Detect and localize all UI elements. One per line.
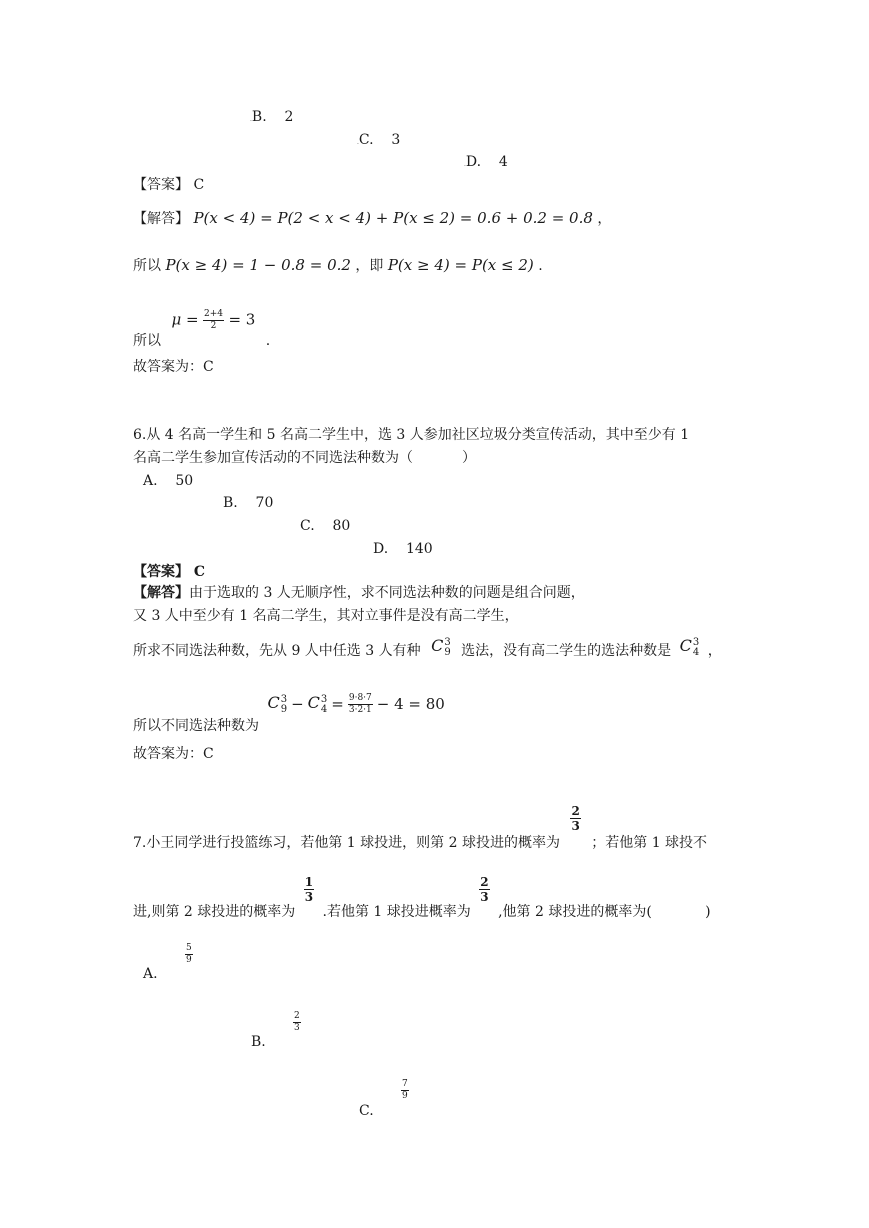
q7-option-c-label: C. [359, 1103, 374, 1119]
q6-option-d: D. 140 [373, 541, 433, 557]
q6-answer [133, 565, 205, 579]
answer-label: 【答案】 [133, 564, 189, 580]
q5-solution-line1: 【解答】 P(x < 4) = P(2 < x < 4) + P(x ≤ 2) = 0.6 + 0.2 = 0.8 ， [133, 209, 612, 227]
q7-option-b-fraction: $\frac{2}{3}$ [294, 1011, 300, 1033]
q5-option-c: .C. 3 [357, 132, 401, 148]
symmetry-equation: P(x ≥ 4) = P(x ≤ 2) [387, 256, 534, 274]
q7-option-a-fraction: $\frac{5}{9}$ [186, 943, 192, 965]
q5-option-d: .D. 4 [464, 154, 508, 170]
q6-solution-line2: 又 3 人中至少有 1 名高二学生，其对立事件是没有高二学生， [133, 608, 519, 624]
q6-option-a: A. 50 [143, 473, 194, 489]
complement-equation: P(x ≥ 4) = 1 − 0.8 = 0.2 [165, 256, 351, 274]
fraction-one-third: $\frac{1}{3}$ [304, 875, 314, 904]
combination-c4-3: C 3 4 [679, 636, 700, 658]
q6-stem-line2: 名高二学生参加宣传活动的不同选法种数为（ ） [133, 450, 476, 466]
q5-final-answer: 故答案为：C [133, 359, 214, 375]
q7-stem-line1: 7.小王同学进行投篮练习，若他第 1 球投进，则第 2 球投进的概率为 $\frac{2}{3}$ ；若他第 1 球投不 [133, 804, 708, 851]
q6-option-c: C. 80 [300, 518, 351, 534]
q7-stem-line2: 进,则第 2 球投进的概率为 $\frac{1}{3}$ .若他第 1 球投进概率为 $\frac{2}{3}$ ,他第 2 球投进的概率为( ) [133, 875, 711, 920]
fraction-two-thirds: $\frac{2}{3}$ [480, 875, 489, 904]
q5-answer [133, 178, 204, 192]
solution-label: 【解答】 [133, 211, 189, 227]
q5-option-b: .B. 2 [250, 109, 294, 125]
q5-solution-line3: 所以 μ = $\frac{2+4}{2}$ = 3 . [133, 309, 271, 349]
q7-option-a-label: A. [143, 966, 158, 982]
q6-solution-line1: 【解答】由于选取的 3 人无顺序性，求不同选法种数的问题是组合问题， [133, 585, 585, 601]
fraction-two-thirds: $\frac{2}{3}$ [571, 804, 580, 833]
q7-option-b-label: B. [251, 1034, 266, 1050]
solution-label: 【解答】 [133, 585, 189, 601]
q6-option-b: B. 70 [223, 495, 274, 511]
count-equation: C 3 9 − C 3 4 = $\frac{9\cdot 8\cdot 7}{3\cdot 2\cdot 1}$ − 4 = 80 [267, 692, 445, 715]
q6-final-answer: 故答案为：C [133, 746, 214, 762]
answer-label: 【答案】 [133, 177, 189, 193]
combination-c9-3: C 3 9 [431, 636, 451, 658]
q5-solution-line2: 所以 P(x ≥ 4) = 1 − 0.8 = 0.2 ，即 P(x ≥ 4) = P(x ≤ 2) . [133, 256, 543, 274]
answer-value: C [193, 177, 205, 193]
q6-solution-line4: 所以不同选法种数为 C 3 9 − C 3 4 = $\frac{9\cdot 8\cdot 7}{3\cdot 2\cdot 1}$ − 4 = 80 [133, 692, 445, 734]
probability-equation: P(x < 4) = P(2 < x < 4) + P(x ≤ 2) = 0.6 + 0.2 = 0.8 [193, 209, 593, 227]
answer-value: C [193, 564, 206, 580]
q6-stem-line1: 6.从 4 名高一学生和 5 名高二学生中，选 3 人参加社区垃圾分类宣传活动，其中至少有 1 [133, 427, 690, 443]
q6-solution-line3: 所求不同选法种数，先从 9 人中任选 3 人有种 C 3 9 选法，没有高二学生的选法种数是 C 3 4 ， [133, 636, 722, 659]
q7-option-c-fraction: $\frac{7}{9}$ [402, 1079, 408, 1101]
